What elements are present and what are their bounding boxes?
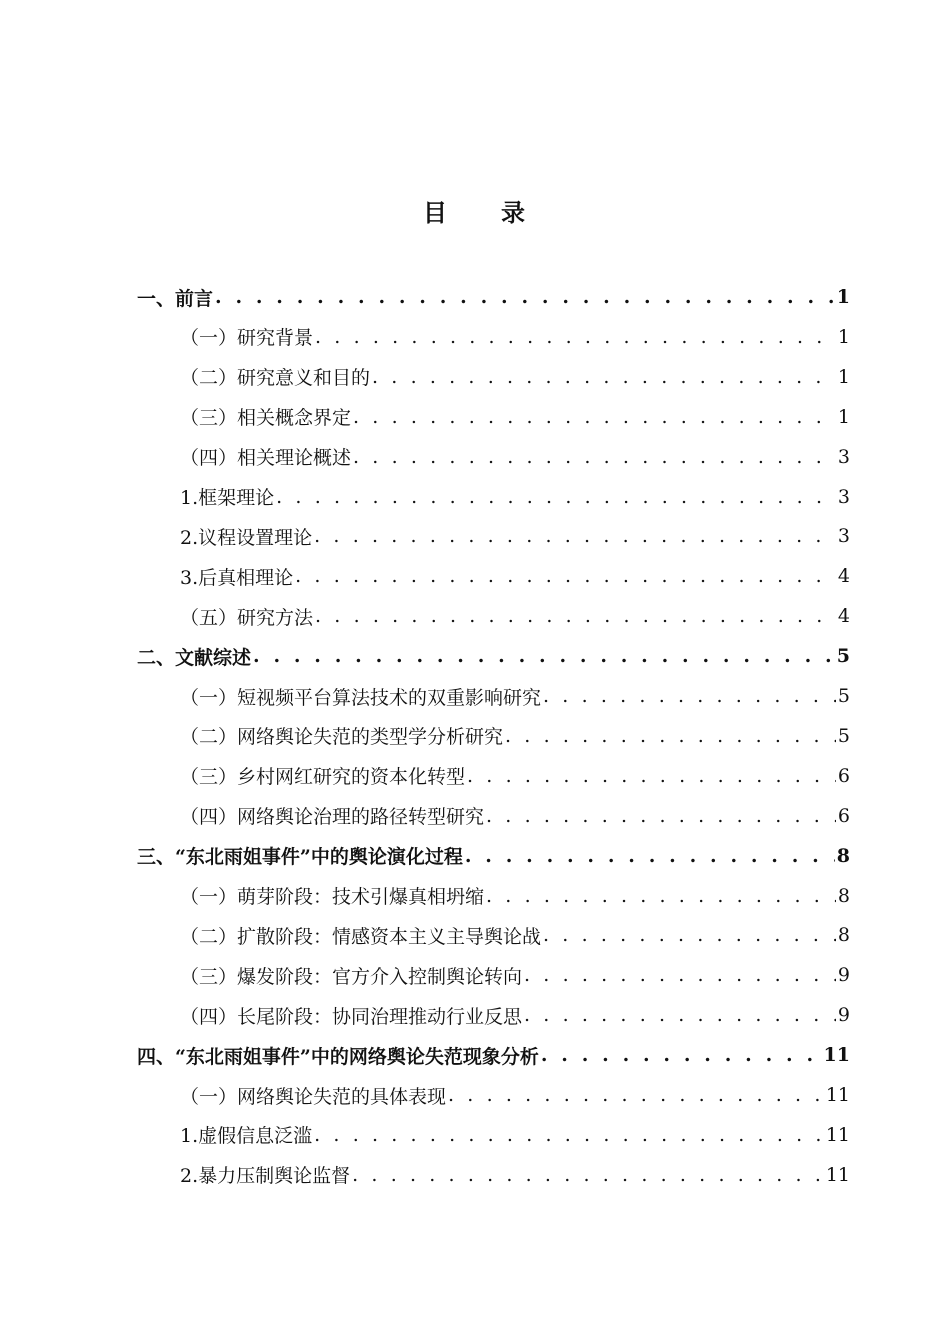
toc-entry-page: 4 [837, 565, 850, 588]
toc-entry[interactable] [137, 840, 850, 872]
toc-dot-leader [314, 525, 836, 547]
toc-entry-label: （二）网络舆论失范的类型学分析研究 [180, 726, 504, 749]
toc-entry-page: 8 [837, 884, 850, 907]
toc-dot-leader [524, 1004, 836, 1026]
toc-entry[interactable] [180, 720, 850, 752]
toc-entry-page: 1 [837, 365, 850, 388]
toc-dot-leader [372, 366, 836, 388]
toc-dot-leader [353, 446, 836, 468]
toc-entry-page: 5 [836, 645, 850, 668]
toc-entry[interactable] [137, 640, 850, 672]
toc-dot-leader [314, 1124, 824, 1146]
toc-entry-label: 三、“东北雨姐事件”中的舆论演化过程 [137, 846, 463, 869]
toc-dot-leader [448, 1084, 824, 1106]
toc-entry-page: 11 [825, 1084, 850, 1106]
toc-entry[interactable] [180, 999, 850, 1031]
toc-entry[interactable] [180, 401, 850, 433]
toc-dot-leader [524, 964, 836, 986]
toc-dot-leader [486, 885, 836, 907]
toc-title-char-1: 目 [423, 198, 449, 227]
toc-entry[interactable] [180, 1119, 850, 1151]
toc-entry[interactable] [180, 481, 850, 513]
toc-entry[interactable] [180, 361, 850, 393]
toc-entry-label: （一）萌芽阶段：技术引爆真相坍缩 [180, 886, 485, 908]
toc-entry-page: 1 [837, 325, 850, 348]
toc-entry[interactable] [180, 600, 850, 632]
toc-entry[interactable] [180, 959, 850, 991]
toc-entry[interactable] [180, 321, 850, 353]
toc-dot-leader [276, 486, 836, 508]
toc-entry[interactable] [180, 680, 850, 712]
toc-dot-leader [467, 765, 836, 787]
toc-entry-label: （四）长尾阶段：协同治理推动行业反思 [180, 1005, 523, 1028]
toc-entry-page: 9 [837, 1004, 850, 1027]
toc-entry[interactable] [180, 520, 850, 552]
toc-entry[interactable] [180, 760, 850, 792]
toc-dot-leader [543, 685, 836, 707]
toc-entry-label: （三）乡村网红研究的资本化转型 [180, 766, 466, 789]
toc-entry-page: 11 [823, 1044, 850, 1067]
toc-entry-page: 4 [837, 605, 850, 628]
toc-entry-page: 6 [837, 804, 850, 827]
toc-dot-leader [543, 924, 836, 946]
toc-title [0, 193, 950, 228]
toc-entry-label: （五）研究方法 [180, 606, 314, 629]
toc-entry-label: （四）相关理论概述 [180, 447, 352, 470]
toc-entry-page: 11 [825, 1123, 850, 1146]
toc-entry[interactable] [180, 919, 850, 951]
toc-dot-leader [486, 805, 836, 827]
toc-entry[interactable] [180, 800, 850, 832]
toc-entry-label: 2.暴力压制舆论监督 [180, 1165, 351, 1188]
toc-entry-label: 2.议程设置理论 [180, 526, 313, 549]
toc-dot-leader [353, 406, 836, 428]
toc-entry[interactable] [180, 441, 850, 473]
toc-entry-page: 1 [836, 286, 850, 308]
toc-entry-label: （三）爆发阶段：官方介入控制舆论转向 [180, 965, 523, 988]
toc-dot-leader [541, 1044, 822, 1066]
toc-entry[interactable] [180, 880, 850, 912]
toc-dot-leader [465, 845, 835, 867]
toc-entry-page: 3 [837, 445, 850, 468]
toc-dot-leader [315, 605, 836, 627]
toc-entry-page: 9 [837, 964, 850, 987]
toc-entry-page: 8 [836, 844, 850, 867]
toc-entry[interactable] [137, 281, 850, 313]
toc-entry-label: 一、前言 [137, 287, 214, 310]
toc-title-char-2: 录 [501, 198, 527, 227]
toc-entry-label: （二）研究意义和目的 [180, 367, 371, 390]
toc-dot-leader [253, 645, 835, 667]
toc-entry-page: 5 [837, 685, 850, 707]
toc-entry-label: 二、文献综述 [137, 646, 252, 669]
toc-entry-page: 5 [837, 724, 850, 747]
toc-entry-page: 1 [837, 405, 850, 428]
toc-entry-label: （三）相关概念界定 [180, 407, 352, 430]
toc-entry-label: （一）短视频平台算法技术的双重影响研究 [180, 686, 542, 709]
toc-entry-page: 6 [837, 764, 850, 787]
toc-entry[interactable] [137, 1039, 850, 1071]
toc-entry[interactable] [180, 1159, 850, 1191]
toc-dot-leader [295, 565, 836, 587]
toc-dot-leader [315, 326, 836, 348]
toc-dot-leader [215, 286, 835, 308]
toc-entry-label: （一）研究背景 [180, 327, 314, 350]
toc-entry[interactable] [180, 560, 850, 592]
toc-entry-label: 1.虚假信息泛滥 [180, 1125, 313, 1148]
toc-entry-label: 四、“东北雨姐事件”中的网络舆论失范现象分析 [137, 1045, 539, 1068]
toc-entry-page: 3 [837, 525, 850, 548]
toc-dot-leader [352, 1164, 824, 1186]
toc-dot-leader [505, 725, 836, 747]
toc-entry-label: （一）网络舆论失范的具体表现 [180, 1085, 447, 1108]
toc-entry-label: （四）网络舆论治理的路径转型研究 [180, 806, 485, 829]
toc-entry-label: 1.框架理论 [180, 487, 275, 509]
toc-entry-page: 11 [825, 1163, 850, 1186]
toc-entry-label: 3.后真相理论 [180, 566, 294, 589]
toc-entry-page: 8 [837, 924, 850, 947]
toc-entry-label: （二）扩散阶段：情感资本主义主导舆论战 [180, 925, 542, 948]
toc-entry[interactable] [180, 1079, 850, 1111]
toc-entry-page: 3 [837, 485, 850, 508]
